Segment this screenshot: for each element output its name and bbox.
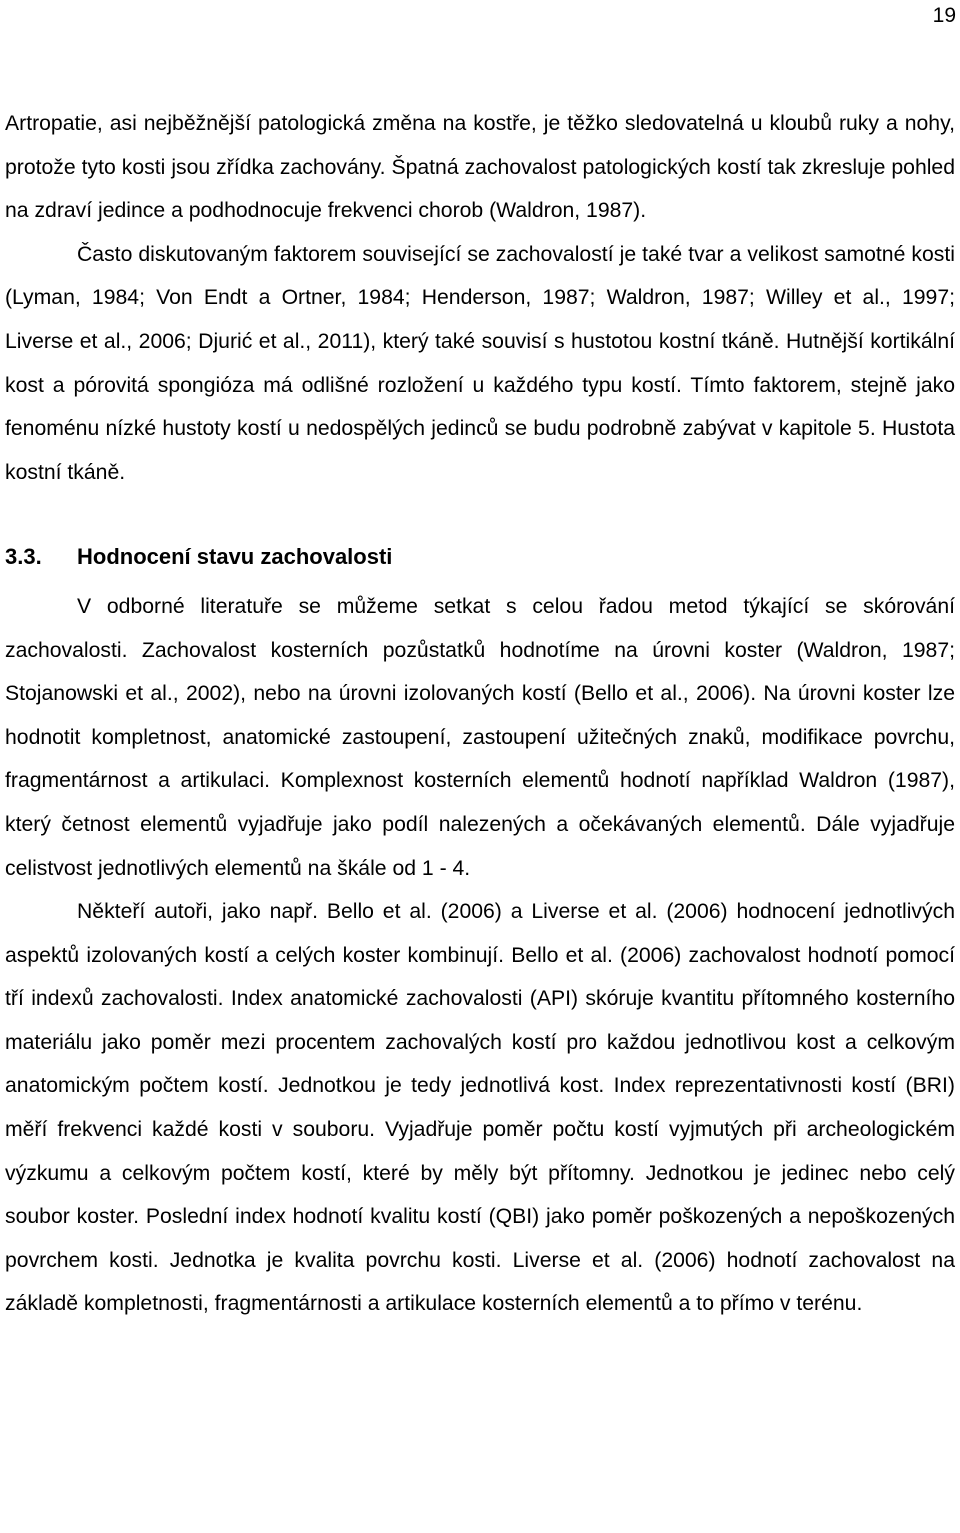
- paragraph-scoring-methods: V odborné literatuře se můžeme setkat s celou řadou metod týkající se skórování zachovalosti. Zachovalost kosterních pozůstatků hodnotíme na úrovni koster (Waldron, 1987; Stojanowski et al., 2002), nebo na úrovni izolovaných kostí (Bello et al., 2006). Na úrovni koster lze hodnotit kompletnost, anatomické zastoupení, zastoupení užitečných znaků, modifikace povrchu, fragmentárnost a artikulaci. Komplexnost kosterních elementů hodnotí například Waldron (1987), který četnost elementů vyjadřuje jako podíl nalezených a očekávaných elementů. Dále vyjadřuje celistvost jednotlivých elementů na škále od 1 - 4.: [5, 594, 955, 880]
- page-body: [5, 102, 955, 1326]
- section-heading: [5, 494, 955, 585]
- page-number: 19: [932, 4, 956, 27]
- section-number: 3.3.: [5, 544, 42, 570]
- paragraph-bone-shape-size: Často diskutovaným faktorem související se zachovalostí je také tvar a velikost samotné kosti (Lyman, 1984; Von Endt a Ortner, 1984; Henderson, 1987; Waldron, 1987; Willey et al., 1997; Liverse et al., 2006; Djurić et al., 2011), který také souvisí s hustotou kostní tkáně. Hutnější kortikální kost a pórovitá spongióza má odlišné rozložení u každého typu kostí. Tímto faktorem, stejně jako fenoménu nízké hustoty kostí u nedospělých jedinců se budu podrobně zabývat v kapitole 5. Hustota kostní tkáně.: [5, 242, 955, 484]
- paragraph-arthropathy: Artropatie, asi nejběžnější patologická změna na kostře, je těžko sledovatelná u kloubů ruky a nohy, protože tyto kosti jsou zřídka zachovány. Špatná zachovalost patologických kostí tak zkresluje pohled na zdraví jedince a podhodnocuje frekvenci chorob (Waldron, 1987).: [5, 112, 955, 223]
- paragraph-preservation-indices: Někteří autoři, jako např. Bello et al. (2006) a Liverse et al. (2006) hodnocení jednotlivých aspektů izolovaných kostí a celých koster kombinují. Bello et al. (2006) zachovalost hodnotí pomocí tří indexů zachovalosti. Index anatomické zachovalosti (API) skóruje kvantitu přítomného kosterního materiálu jako poměr mezi procentem zachovalých kostí pro každou jednotlivou kost a celkovým anatomickým počtem kostí. Jednotkou je tedy jednotlivá kost. Index reprezentativnosti kostí (BRI) měří frekvenci každé kosti v souboru. Vyjadřuje poměr počtu kostí vyjmutých při archeologickém výzkumu a celkovým počtem kostí, které by měly být přítomny. Jednotkou je jedinec nebo celý soubor koster. Poslední index hodnotí kvalitu kostí (QBI) jako poměr poškozených a nepoškozených povrchem kosti. Jednotka je kvalita povrchu kosti. Liverse et al. (2006) hodnotí zachovalost na základě kompletnosti, fragmentárnosti a artikulace kosterních elementů a to přímo v terénu.: [5, 900, 955, 1316]
- section-title: Hodnocení stavu zachovalosti: [77, 544, 393, 570]
